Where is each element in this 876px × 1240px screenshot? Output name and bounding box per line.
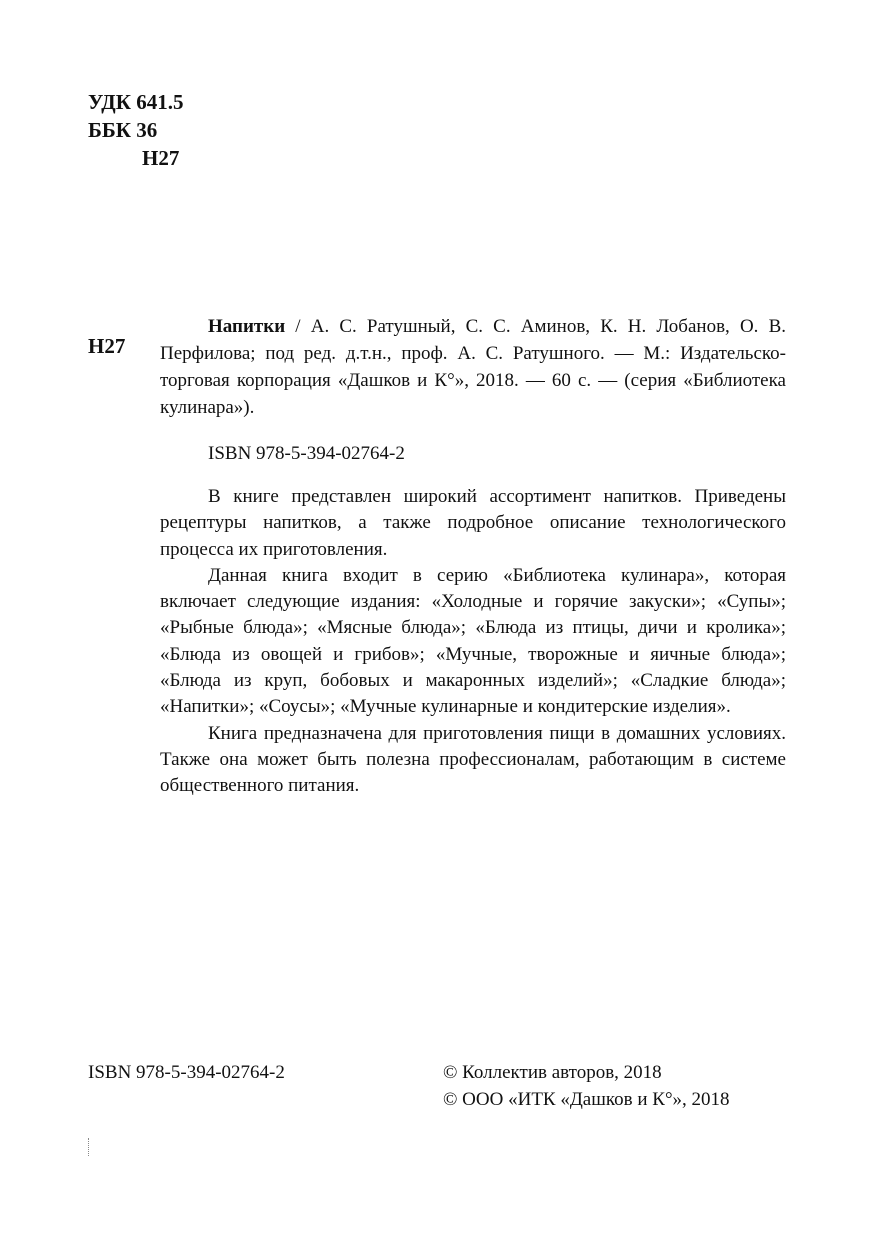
bibliographic-record bbox=[160, 313, 786, 421]
page-edge-mark bbox=[88, 1138, 91, 1156]
annotation-paragraph: В книге представлен широкий ассортимент напитков. Приведены рецептуры напитков, а также подробное описание технологического процесса их приготовления. bbox=[160, 486, 786, 560]
bbk-code: ББК 36 bbox=[88, 118, 158, 142]
annotation-paragraph: Данная книга входит в серию «Библиотека кулинара», которая включает следующие издания: «Холодные и горячие закуски»; «Супы»; «Рыбные блюда»; «Мясные блюда»; «Блюда из птицы, дичи и кролика»; «Блюда из овощей и грибов»; «Мучные, творожные и яичные блюда»; «Блюда из круп, бобовых и макаронных изделий»; «Сладкие блюда»; «Напитки»; «Соусы»; «Мучные кулинарные и кондитерские изделия». bbox=[160, 564, 786, 718]
footer-isbn: ISBN 978-5-394-02764-2 bbox=[88, 1062, 285, 1083]
book-title: Напитки bbox=[208, 316, 286, 337]
copyright-authors: © Коллектив авторов, 2018 bbox=[443, 1062, 662, 1083]
annotation bbox=[160, 484, 786, 800]
author-sign-code: Н27 bbox=[142, 146, 180, 170]
isbn-main: ISBN 978-5-394-02764-2 bbox=[208, 443, 405, 464]
classification-block bbox=[88, 88, 183, 172]
author-sign-side: Н27 bbox=[88, 334, 126, 358]
udk-code: УДК 641.5 bbox=[88, 90, 184, 114]
copyright-block bbox=[443, 1059, 730, 1113]
bibliographic-details: / А. С. Ратушный, С. С. Аминов, К. Н. Лобанов, О. В. Перфилова; под ред. д.т.н., проф. А. С. Ратушного. — М.: Издательско-торговая корпорация «Дашков и К°», 2018. — 60 с. — (серия «Библиотека кулинара»). bbox=[160, 316, 786, 418]
annotation-paragraph: Книга предназначена для приготовления пищи в домашних условиях. Также она может быть полезна профессионалам, работающим в системе общественного питания. bbox=[160, 722, 786, 797]
copyright-publisher: © ООО «ИТК «Дашков и К°», 2018 bbox=[443, 1089, 730, 1110]
